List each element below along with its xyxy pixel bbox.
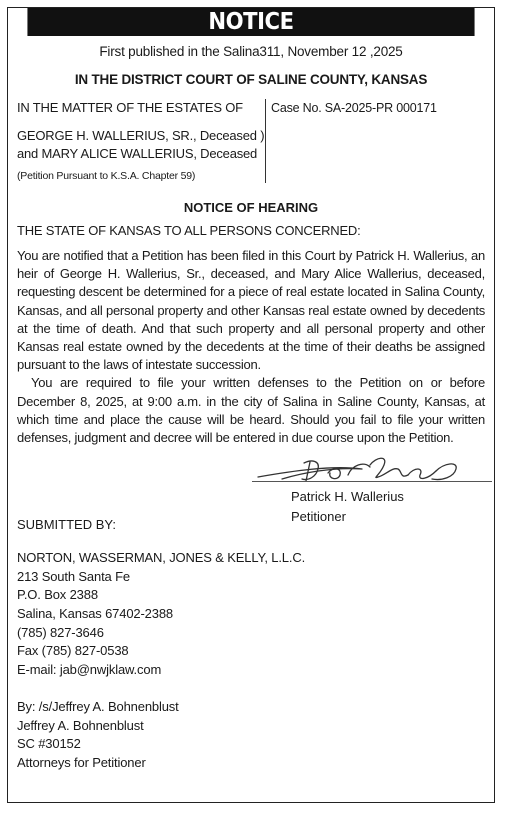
legal-notice <box>7 7 495 803</box>
publication-line: First published in the Salina311, November 12 ,2025 <box>99 44 403 59</box>
attorney-role: Attorneys for Petitioner <box>17 754 146 770</box>
paragraph-defenses: You are required to file your written defenses to the Petition on or before December 8, 2025, at 9:00 a.m. in the city of Salina in Saline County, Kansas, at which time and place the cause will be heard. Should you fail to file your written defenses, judgment and decree will be entered in due course upon the Petition. <box>17 375 485 446</box>
firm-email: E-mail: jab@nwjklaw.com <box>17 661 162 677</box>
firm-city: Salina, Kansas 67402-2388 <box>17 606 173 622</box>
firm-phone: (785) 827-3646 <box>17 624 104 640</box>
court-title: IN THE DISTRICT COURT OF SALINE COUNTY, KANSAS <box>74 72 428 87</box>
case-number: Case No. SA-2025-PR 000171 <box>271 101 437 115</box>
notice-banner: NOTICE <box>27 8 474 36</box>
firm-fax: Fax (785) 827-0538 <box>17 643 129 659</box>
firm-street: 213 South Santa Fe <box>17 568 130 584</box>
caption-divider <box>265 99 266 183</box>
attorney-block <box>17 549 485 772</box>
addressee-line: THE STATE OF KANSAS TO ALL PERSONS CONCERNED: <box>17 223 361 238</box>
signature-block <box>8 453 494 533</box>
statute-reference: (Petition Pursuant to K.S.A. Chapter 59) <box>17 170 196 182</box>
decedent-1: GEORGE H. WALLERIUS, SR., Deceased ) <box>17 128 265 143</box>
case-caption <box>8 99 494 195</box>
notice-body <box>17 247 485 447</box>
submitted-by-label: SUBMITTED BY: <box>17 517 116 533</box>
caption-parties <box>17 99 265 183</box>
signature-line <box>252 481 492 482</box>
firm-name: NORTON, WASSERMAN, JONES & KELLY, L.L.C. <box>17 550 306 566</box>
signatory-role: Petitioner <box>291 509 346 525</box>
decedent-2: and MARY ALICE WALLERIUS, Deceased <box>17 146 258 161</box>
signatory-name: Patrick H. Wallerius <box>291 489 404 505</box>
firm-po-box: P.O. Box 2388 <box>17 587 98 603</box>
attorney-name: Jeffrey A. Bohnenblust <box>17 717 144 733</box>
hearing-title: NOTICE OF HEARING <box>183 200 319 215</box>
paragraph-petition: You are notified that a Petition has been filed in this Court by Patrick H. Wallerius, an heir of George H. Wallerius, Sr., deceased, and Mary Alice Wallerius, deceased, requesting descent be determined for a piece of real estate located in Salina County, Kansas, and all personal property and other Kansas real estate owned by decedents at the time of death. And that such property and all personal property and other Kansas real estate owned by the decedents at the time of their deaths be assigned pursuant to the laws of intestate succession. <box>17 248 485 373</box>
attorney-by-line: By: /s/Jeffrey A. Bohnenblust <box>17 698 179 714</box>
matter-line: IN THE MATTER OF THE ESTATES OF <box>17 100 243 115</box>
attorney-bar-number: SC #30152 <box>17 736 81 752</box>
